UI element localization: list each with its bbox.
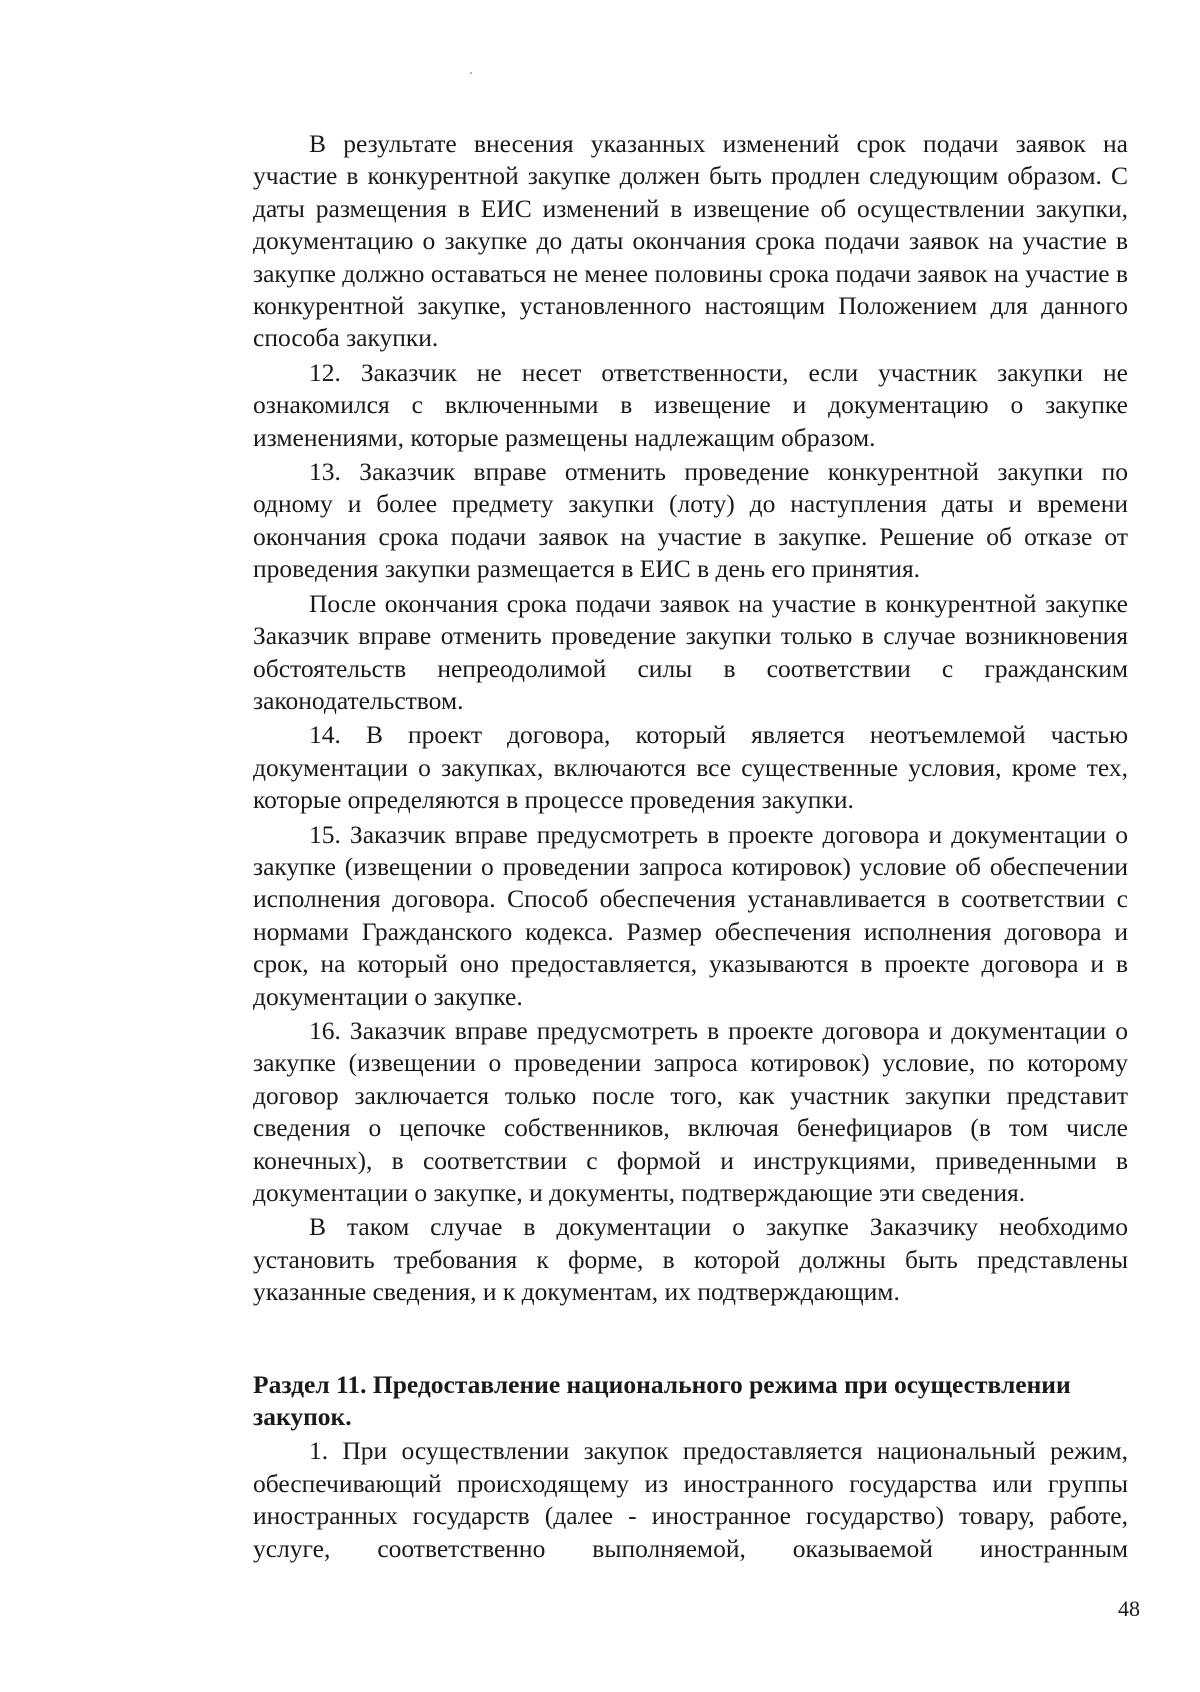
section-11-paragraph-1: 1. При осуществлении закупок предоставляется национальный режим, обеспечивающий происходящему из иностранного государства или группы иностранных государств (далее - иностранное государство) товару, работе, услуге, соответственно выполняемой, оказываемой иностранным [253, 1436, 1128, 1563]
paragraph-item-15: 15. Заказчик вправе предусмотреть в проекте договора и документации о закупке (извещении о проведении запроса котировок) условие об обеспечении исполнения договора. Способ обеспечения устанавливается в соответствии с нормами Гражданского кодекса. Размер обеспечения исполнения договора и срок, на который оно предоставляется, указываются в проекте договора и в документации о закупке. [253, 819, 1128, 1011]
page-number: 48 [1118, 1596, 1140, 1621]
paragraph-item-16: 16. Заказчик вправе предусмотреть в проекте договора и документации о закупке (извещении о проведении запроса котировок) условие, по которому договор заключается только после того, как участник закупки представит сведения о цепочке собственников, включая бенефициаров (в том числе конечных), в соответствии с формой и инструкциями, приведенными в документации о закупке, и документы, подтверждающие эти сведения. [253, 1015, 1128, 1207]
paragraph-item-13: 13. Заказчик вправе отменить проведение конкурентной закупки по одному и более предмету закупки (лоту) до наступления даты и времени окончания срока подачи заявок на участие в закупке. Решение об отказе от проведения закупки размещается в ЕИС в день его принятия. [253, 457, 1128, 584]
section-spacer [253, 1311, 1128, 1369]
paragraph-extension-terms: В результате внесения указанных изменений срок подачи заявок на участие в конкурентной закупке должен быть продлен следующим образом. С даты размещения в ЕИС изменений в извещение об осуществлении закупки, документацию о закупке до даты окончания срока подачи заявок на участие в закупке должно оставаться не менее половины срока подачи заявок на участие в конкурентной закупке, установленного настоящим Положением для данного способа закупки. [253, 129, 1128, 353]
scan-artifact [470, 72, 472, 74]
paragraph-item-12: 12. Заказчик не несет ответственности, если участник закупки не ознакомился с включенными в извещение и документацию о закупке изменениями, которые размещены надлежащим образом. [253, 357, 1128, 452]
paragraph-after-deadline: После окончания срока подачи заявок на участие в конкурентной закупке Заказчик вправе отменить проведение закупки только в случае возникновения обстоятельств непреодолимой силы в соответствии с гражданским законодательством. [253, 588, 1128, 715]
section-11-heading: Раздел 11. Предоставление национального режима при осуществлении закупок. [253, 1369, 1071, 1432]
paragraph-item-14: 14. В проект договора, который является неотъемлемой частью документации о закупках, включаются все существенные условия, кроме тех, которые определяются в процессе проведения закупки. [253, 720, 1128, 815]
paragraph-requirements: В таком случае в документации о закупке Заказчику необходимо установить требования к форме, в которой должны быть представлены указанные сведения, и к документам, их подтверждающим. [253, 1212, 1128, 1307]
document-body [253, 128, 1128, 1567]
